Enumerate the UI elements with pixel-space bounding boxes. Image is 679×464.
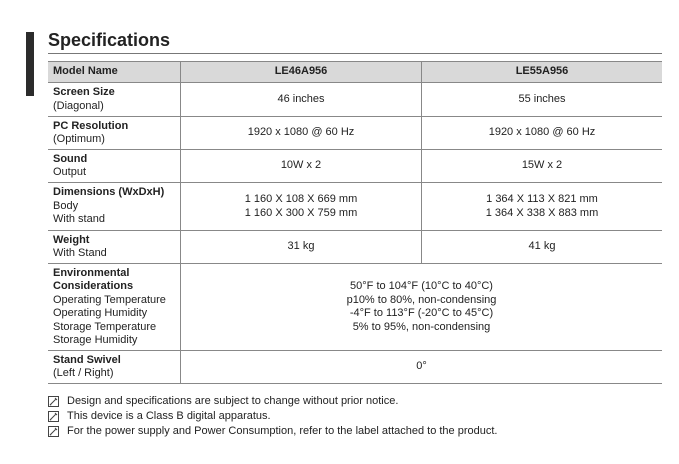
row-title: Environmental (53, 266, 130, 279)
cell-value: 31 kg (181, 231, 422, 264)
value-line: 50°F to 104°F (10°C to 40°C) (350, 280, 493, 292)
value-line: p10% to 80%, non-condensing (346, 293, 497, 306)
table-row (48, 117, 662, 150)
table-row (48, 183, 662, 231)
row-title: Stand Swivel (53, 353, 121, 366)
table-row (48, 231, 662, 264)
row-title: Dimensions (WxDxH) (53, 186, 165, 199)
cell-value: 46 inches (181, 83, 422, 117)
row-subtitle: With Stand (53, 247, 107, 259)
note-pencil-icon (48, 396, 59, 407)
row-subtitle: With stand (53, 213, 105, 226)
note-text: For the power supply and Power Consumption, refer to the label attached to the product. (67, 425, 498, 437)
row-title: PC Resolution (53, 119, 129, 132)
value-line: 1 364 X 338 X 883 mm (485, 206, 599, 219)
section-marker-bar (26, 32, 34, 96)
note-item (48, 424, 497, 439)
table-row (48, 83, 662, 117)
row-subtitle: Storage Temperature (53, 320, 157, 333)
cell-value (181, 183, 422, 231)
header-model-name: Model Name (48, 62, 181, 83)
note-pencil-icon (48, 426, 59, 437)
value-line: 1 160 X 108 X 669 mm (244, 193, 358, 205)
cell-value (422, 183, 663, 231)
row-title: Screen Size (53, 86, 115, 98)
specifications-table (48, 61, 662, 384)
cell-value: 55 inches (422, 83, 663, 117)
note-item (48, 394, 497, 409)
row-subtitle: Body (53, 199, 79, 212)
cell-value: 15W x 2 (422, 150, 663, 183)
row-subtitle: Operating Temperature (53, 293, 166, 306)
cell-value: 41 kg (422, 231, 663, 264)
row-title: Sound (53, 152, 88, 165)
table-row (48, 351, 662, 384)
row-label-sound (48, 150, 181, 183)
row-subtitle: (Left / Right) (53, 367, 114, 379)
value-line: 1 160 X 300 X 759 mm (244, 206, 358, 219)
page-title: Specifications (48, 30, 171, 50)
row-label-screen-size (48, 83, 181, 117)
cell-value (181, 264, 663, 351)
row-subtitle: Storage Humidity (53, 334, 138, 346)
row-subtitle: (Optimum) (53, 133, 105, 145)
header-model-a: LE46A956 (181, 62, 422, 83)
row-subtitle: Operating Humidity (53, 307, 148, 319)
table-row (48, 150, 662, 183)
row-subtitle: (Diagonal) (53, 99, 104, 112)
value-line: 5% to 95%, non-condensing (352, 320, 491, 333)
title-divider (48, 53, 662, 54)
row-title: Considerations (53, 280, 134, 292)
note-text: Design and specifications are subject to change without prior notice. (67, 395, 399, 407)
row-label-weight (48, 231, 181, 264)
cell-value: 0° (181, 351, 663, 384)
row-label-stand-swivel (48, 351, 181, 384)
cell-value: 1920 x 1080 @ 60 Hz (181, 117, 422, 150)
cell-value: 10W x 2 (181, 150, 422, 183)
row-label-dimensions (48, 183, 181, 231)
header-model-b: LE55A956 (422, 62, 663, 83)
row-label-pc-resolution (48, 117, 181, 150)
value-line: -4°F to 113°F (-20°C to 45°C) (349, 307, 494, 319)
notes-list (48, 394, 497, 439)
value-line: 1 364 X 113 X 821 mm (486, 193, 598, 205)
row-label-environmental (48, 264, 181, 351)
note-text: This device is a Class B digital apparatus. (67, 410, 271, 422)
table-header-row (48, 62, 662, 83)
row-title: Weight (53, 233, 90, 246)
row-subtitle: Output (53, 166, 87, 178)
note-pencil-icon (48, 411, 59, 422)
cell-value: 1920 x 1080 @ 60 Hz (422, 117, 663, 150)
note-item (48, 409, 497, 424)
table-row (48, 264, 662, 351)
